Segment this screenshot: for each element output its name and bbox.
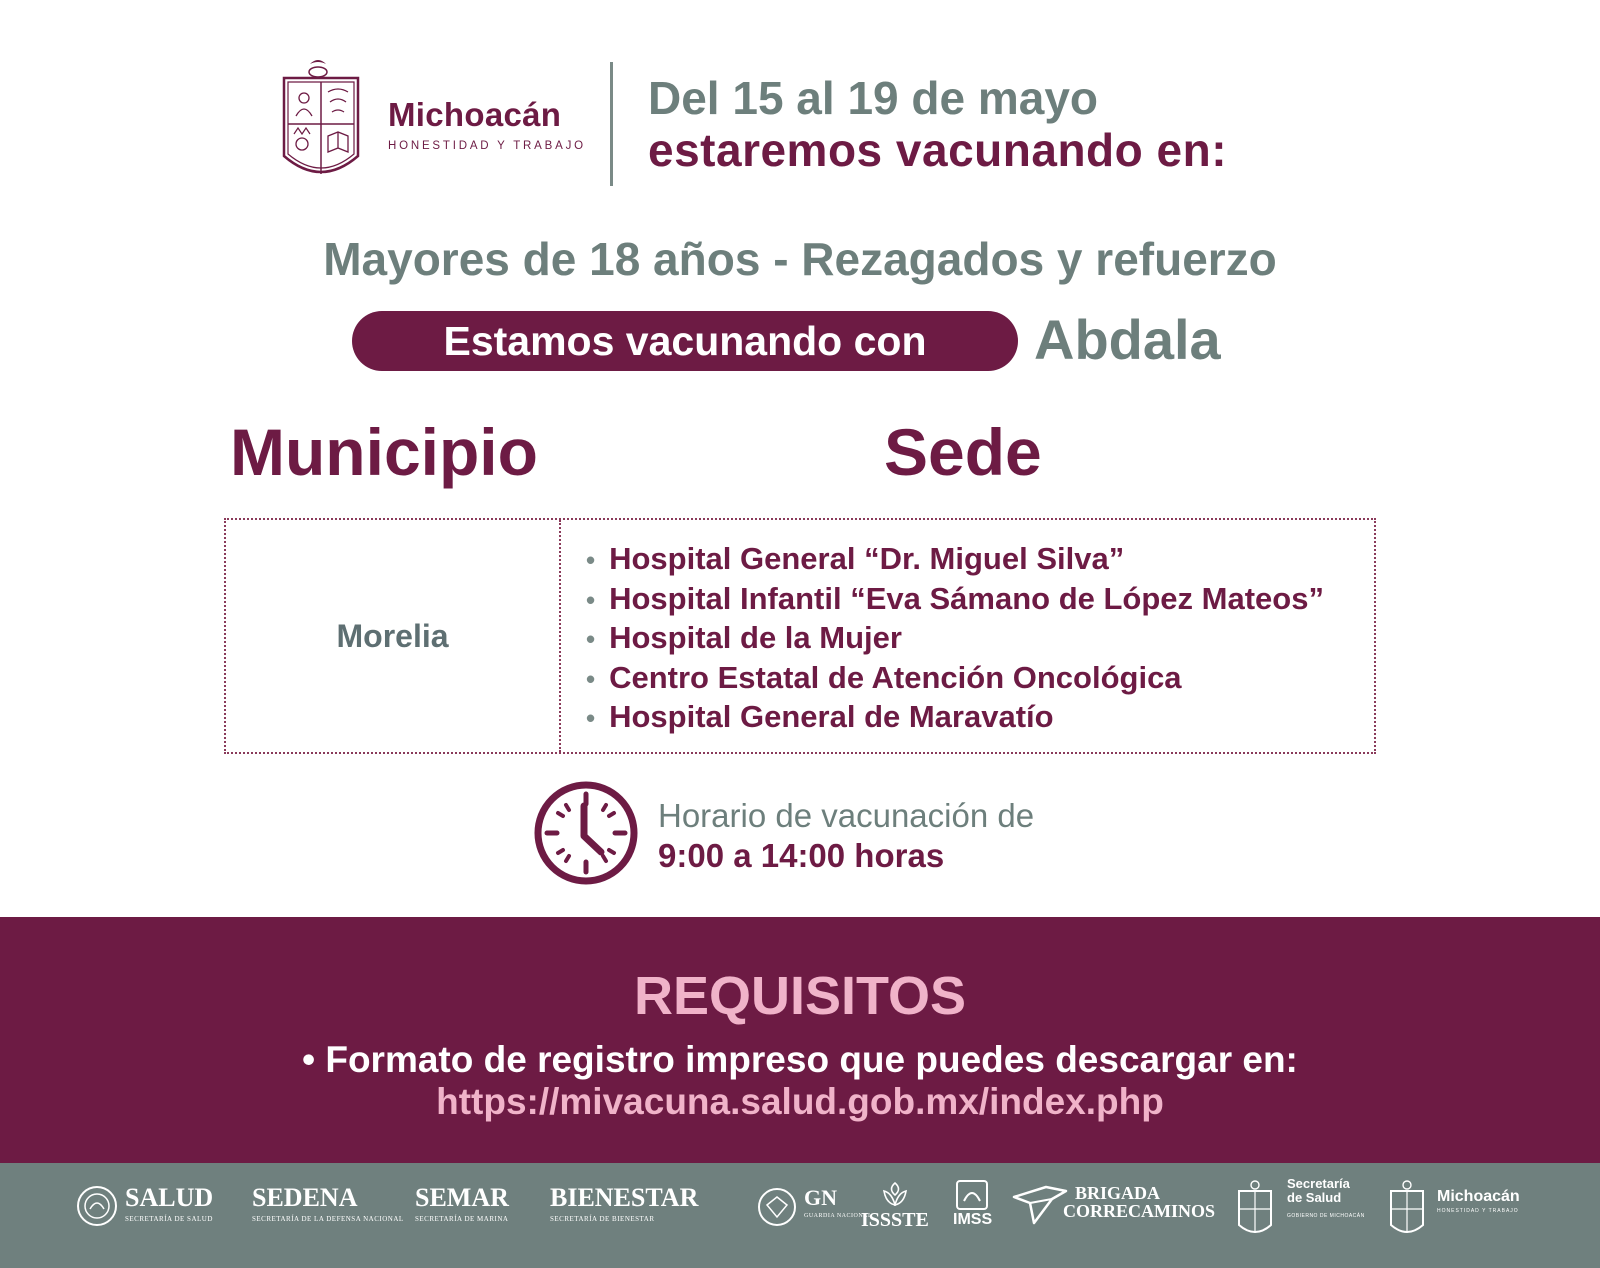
gn-name: GN (804, 1185, 837, 1210)
header-divider (610, 62, 613, 186)
footer-logos (0, 1163, 1600, 1268)
bienestar-sub: SECRETARÍA DE BIENESTAR (550, 1215, 655, 1223)
secretaria-crest-icon (1236, 1179, 1274, 1241)
issste-name: ISSSTE (861, 1209, 929, 1231)
clock-icon (533, 780, 639, 886)
brand (388, 96, 586, 152)
imss-emblem-icon (954, 1179, 990, 1211)
sedena-logo (252, 1183, 404, 1223)
sede-name: Hospital General de Maravatío (609, 699, 1054, 734)
michoacan-footer-logo (1437, 1188, 1520, 1214)
municipio-name: Morelia (336, 617, 449, 654)
brigada-correcaminos-icon (1012, 1183, 1068, 1225)
campaign-dates: Del 15 al 19 de mayo (648, 72, 1099, 124)
mexico-seal-icon (76, 1185, 118, 1227)
secretaria-salud-logo (1287, 1177, 1365, 1223)
semar-sub: SECRETARÍA DE MARINA (415, 1215, 509, 1223)
sites-table (224, 518, 1376, 754)
vaccine-pill: Estamos vacunando con (352, 311, 1018, 371)
sede-name: Hospital General “Dr. Miguel Silva” (609, 541, 1125, 576)
brand-name: Michoacán (388, 96, 562, 133)
municipio-header: Municipio (230, 415, 538, 489)
list-item (586, 580, 1324, 620)
sede-name: Hospital Infantil “Eva Sámano de López Mateos” (609, 580, 1324, 616)
audience-heading: Mayores de 18 años - Rezagados y refuerzo (323, 233, 1277, 285)
salud-logo (125, 1183, 213, 1223)
sede-list (586, 540, 1324, 738)
bullet-icon: • (586, 663, 596, 694)
bullet-icon: • (586, 545, 596, 575)
schedule (658, 796, 1034, 876)
semar-name: SEMAR (415, 1183, 509, 1212)
requirements-item: • Formato de registro impreso que puedes descargar en: (302, 1039, 1298, 1080)
campaign-action: estaremos vacunando en: (648, 124, 1228, 176)
bullet-icon: • (586, 703, 596, 733)
michoacan-footer-crest-icon (1388, 1179, 1426, 1241)
gn-sub: GUARDIA NACIONAL (804, 1213, 873, 1219)
semar-logo (415, 1183, 509, 1223)
sedena-name: SEDENA (252, 1183, 358, 1212)
list-item (586, 540, 1324, 580)
brigada-line2: CORRECAMINOS (1063, 1201, 1216, 1221)
header (280, 56, 1340, 192)
brigada-line1: BRIGADA (1075, 1183, 1161, 1203)
schedule-label: Horario de vacunación de (658, 797, 1035, 834)
list-item (586, 619, 1324, 659)
requirements-section (0, 917, 1600, 1163)
registration-link[interactable]: https://mivacuna.salud.gob.mx/index.php (436, 1081, 1164, 1122)
bullet-icon: • (586, 584, 596, 615)
sede-name: Centro Estatal de Atención Oncológica (609, 659, 1182, 695)
list-item (586, 698, 1324, 738)
imss-name: IMSS (953, 1211, 993, 1228)
bienestar-logo (550, 1183, 698, 1223)
vaccine-name: Abdala (1034, 308, 1221, 371)
bienestar-name: BIENESTAR (550, 1183, 699, 1212)
requirements-title: REQUISITOS (633, 966, 967, 1026)
list-item (586, 659, 1324, 699)
secretaria-line2: de Salud (1287, 1190, 1342, 1205)
issste-emblem-icon (880, 1181, 910, 1207)
gn-seal-icon (757, 1187, 797, 1227)
bullet-icon: • (586, 624, 596, 654)
brand-motto: HONESTIDAD Y TRABAJO (388, 140, 586, 152)
sede-header: Sede (884, 415, 1042, 489)
michoacan-footer-sub: HONESTIDAD Y TRABAJO (1437, 1208, 1519, 1214)
brigada-logo (1063, 1184, 1215, 1220)
salud-name: SALUD (125, 1183, 214, 1212)
schedule-hours: 9:00 a 14:00 horas (658, 837, 945, 874)
secretaria-sub: GOBIERNO DE MICHOACÁN (1287, 1213, 1365, 1219)
sedena-sub: SECRETARÍA DE LA DEFENSA NACIONAL (252, 1215, 404, 1223)
michoacan-footer-name: Michoacán (1437, 1188, 1520, 1205)
sede-name: Hospital de la Mujer (609, 620, 902, 655)
secretaria-line1: Secretaría (1287, 1176, 1350, 1191)
salud-sub: SECRETARÍA DE SALUD (125, 1215, 213, 1223)
municipio-cell (226, 520, 561, 752)
michoacan-crest-icon (280, 56, 362, 188)
